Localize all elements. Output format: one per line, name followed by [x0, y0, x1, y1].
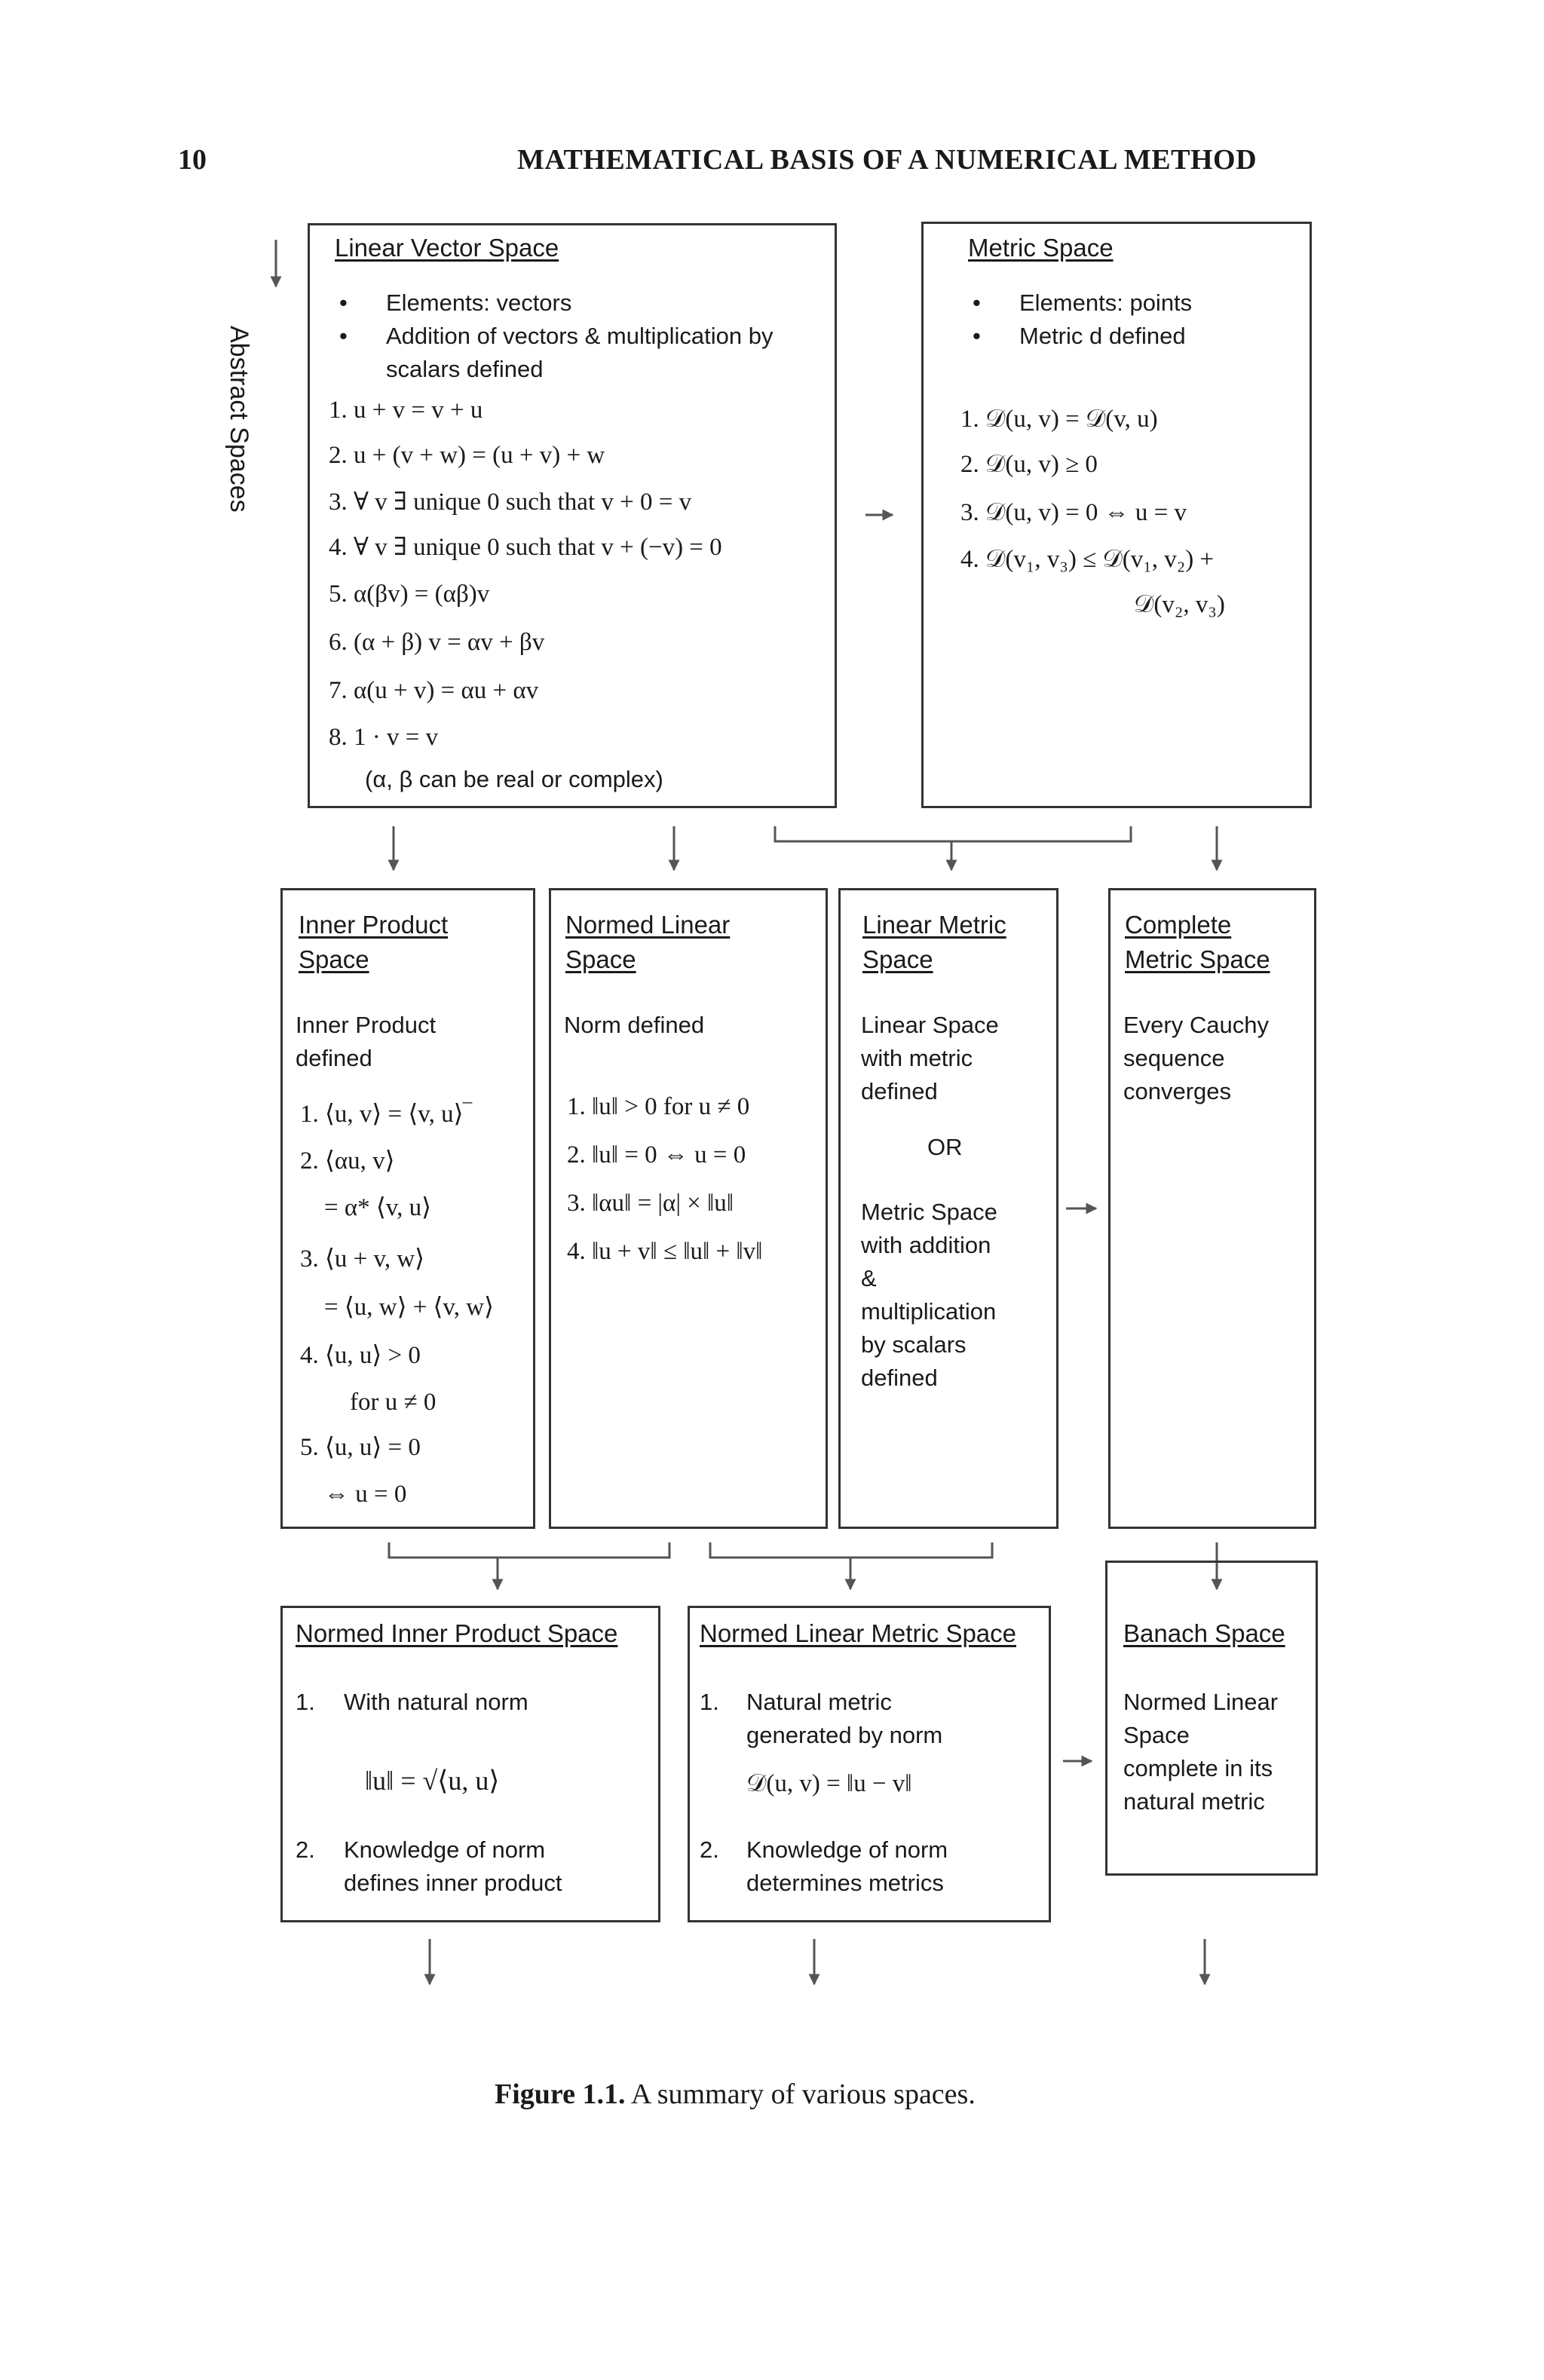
- bullet-dot: •: [973, 289, 981, 316]
- ips-title-line2: Space: [299, 945, 369, 973]
- nips-formula: ‖u‖ = √⟨u, u⟩: [365, 1766, 500, 1796]
- bracket-to-normed-inner: [389, 1542, 669, 1558]
- bullet-dot: •: [973, 323, 981, 349]
- ms-bullet-elements: Elements: points: [1019, 289, 1193, 316]
- nls-axiom-3: 3. ‖αu‖ = |α| × ‖u‖: [567, 1190, 734, 1217]
- lvs-axiom-8: 8. 1 · v = v: [329, 724, 439, 751]
- lvs-axiom-1: 1. u + v = v + u: [329, 397, 483, 424]
- bullet-dot: •: [339, 289, 348, 316]
- nls-title-line2: Space: [565, 945, 636, 973]
- lms-desc2-line5: by scalars: [861, 1331, 967, 1358]
- cms-desc-line2: sequence: [1123, 1045, 1225, 1071]
- abstract-spaces-label: Abstract Spaces: [225, 326, 253, 513]
- ips-axiom-5-cont: ⇔ u = 0: [324, 1481, 407, 1508]
- lvs-scalar-note: (α, β can be real or complex): [365, 766, 663, 792]
- lvs-axiom-6: 6. (α + β) v = αv + βv: [329, 629, 545, 656]
- nips-item1: With natural norm: [344, 1689, 528, 1715]
- ips-axiom-2: 2. ⟨αu, v⟩: [300, 1147, 395, 1175]
- lms-desc2-line6: defined: [861, 1365, 938, 1391]
- lvs-axiom-3: 3. ∀ v ∃ unique 0 such that v + 0 = v: [329, 489, 692, 516]
- lms-desc-line1: Linear Space: [861, 1012, 999, 1038]
- figure-caption-text: A summary of various spaces.: [630, 2078, 976, 2110]
- lms-desc2-line4: multiplication: [861, 1298, 997, 1325]
- metric-space-title: Metric Space: [968, 234, 1114, 262]
- nlms-title: Normed Linear Metric Space: [700, 1619, 1017, 1647]
- linear-vector-space-title: Linear Vector Space: [335, 234, 559, 262]
- ips-axiom-5: 5. ⟨u, u⟩ = 0: [300, 1434, 421, 1461]
- lms-or: OR: [927, 1134, 963, 1160]
- ips-axiom-3-cont: = ⟨u, w⟩ + ⟨v, w⟩: [324, 1294, 494, 1321]
- ips-desc-line1: Inner Product: [296, 1012, 437, 1038]
- cms-title-line2: Metric Space: [1125, 945, 1270, 973]
- cms-title-line1: Complete: [1125, 911, 1232, 939]
- ips-axiom-4: 4. ⟨u, u⟩ > 0: [300, 1342, 421, 1369]
- ms-axiom-3: 3. 𝒟(u, v) = 0 ⇔ u = v: [960, 499, 1187, 526]
- lms-desc2-line2: with addition: [861, 1232, 991, 1258]
- ms-bullet-metric: Metric d defined: [1019, 323, 1186, 349]
- ms-axiom-2: 2. 𝒟(u, v) ≥ 0: [960, 451, 1098, 478]
- lms-desc-line2: with metric: [861, 1045, 973, 1071]
- nlms-item1-num: 1.: [700, 1689, 719, 1715]
- nlms-item2-num: 2.: [700, 1836, 719, 1863]
- figure-caption-label: Figure 1.1.: [495, 2078, 626, 2110]
- ips-axiom-2-cont: = α* ⟨v, u⟩: [324, 1194, 432, 1221]
- ips-axiom-1: 1. ⟨u, v⟩ = ⟨v, u⟩‾: [300, 1101, 472, 1128]
- cms-desc-line3: converges: [1123, 1078, 1232, 1104]
- nls-axiom-4: 4. ‖u + v‖ ≤ ‖u‖ + ‖v‖: [567, 1238, 763, 1265]
- nlms-item1-line2: generated by norm: [746, 1722, 943, 1748]
- nips-item2-line1: Knowledge of norm: [344, 1836, 546, 1863]
- lms-desc-line3: defined: [861, 1078, 938, 1104]
- nlms-item2-line2: determines metrics: [746, 1870, 944, 1896]
- banach-desc-line4: natural metric: [1123, 1788, 1265, 1815]
- nls-axiom-1: 1. ‖u‖ > 0 for u ≠ 0: [567, 1093, 750, 1120]
- figure-caption: [495, 2078, 976, 2111]
- banach-title: Banach Space: [1123, 1619, 1285, 1647]
- nls-axiom-2: 2. ‖u‖ = 0 ⇔ u = 0: [567, 1141, 746, 1169]
- lvs-bullet-elements: Elements: vectors: [386, 289, 572, 316]
- nlms-formula: 𝒟(u, v) = ‖u − v‖: [746, 1770, 912, 1797]
- nlms-item2-line1: Knowledge of norm: [746, 1836, 948, 1863]
- nls-desc: Norm defined: [564, 1012, 705, 1038]
- lvs-axiom-5: 5. α(βv) = (αβ)v: [329, 580, 490, 608]
- lms-title-line2: Space: [862, 945, 933, 973]
- nips-item1-num: 1.: [296, 1689, 315, 1715]
- lvs-bullet-addition: Addition of vectors & multiplication by: [386, 323, 774, 349]
- ms-axiom-4: 4. 𝒟(v₁, v₃) ≤ 𝒟(v₁, v₂) +: [960, 546, 1215, 573]
- ms-axiom-4-cont: 𝒟(v₂, v₃): [1134, 591, 1225, 618]
- nips-item2-line2: defines inner product: [344, 1870, 562, 1896]
- lms-desc2-line3: &: [861, 1265, 877, 1291]
- cms-desc-line1: Every Cauchy: [1123, 1012, 1269, 1038]
- lvs-bullet-scalars: scalars defined: [386, 356, 544, 382]
- page-number: 10: [178, 144, 207, 176]
- ips-desc-line2: defined: [296, 1045, 372, 1071]
- ips-title-line1: Inner Product: [299, 911, 449, 939]
- ips-axiom-4-cont: for u ≠ 0: [350, 1389, 437, 1416]
- lvs-axiom-4: 4. ∀ v ∃ unique 0 such that v + (−v) = 0: [329, 534, 722, 561]
- lvs-axiom-7: 7. α(u + v) = αu + αv: [329, 677, 539, 704]
- lms-desc2-line1: Metric Space: [861, 1199, 997, 1225]
- lms-title-line1: Linear Metric: [862, 911, 1006, 939]
- complete-metric-space-box: [1108, 888, 1316, 1529]
- banach-desc-line1: Normed Linear: [1123, 1689, 1279, 1715]
- running-title: MATHEMATICAL BASIS OF A NUMERICAL METHOD: [517, 144, 1258, 176]
- nips-item2-num: 2.: [296, 1836, 315, 1863]
- banach-desc-line3: complete in its: [1123, 1755, 1273, 1781]
- bracket-to-normed-linear-metric: [710, 1542, 992, 1558]
- bracket-to-linear-metric: [775, 826, 1131, 841]
- ms-axiom-1: 1. 𝒟(u, v) = 𝒟(v, u): [960, 406, 1158, 433]
- ips-axiom-3: 3. ⟨u + v, w⟩: [300, 1245, 425, 1273]
- nips-title: Normed Inner Product Space: [296, 1619, 618, 1647]
- bullet-dot: •: [339, 323, 348, 349]
- lvs-axiom-2: 2. u + (v + w) = (u + v) + w: [329, 442, 605, 469]
- nlms-item1-line1: Natural metric: [746, 1689, 892, 1715]
- nls-title-line1: Normed Linear: [565, 911, 731, 939]
- banach-desc-line2: Space: [1123, 1722, 1190, 1748]
